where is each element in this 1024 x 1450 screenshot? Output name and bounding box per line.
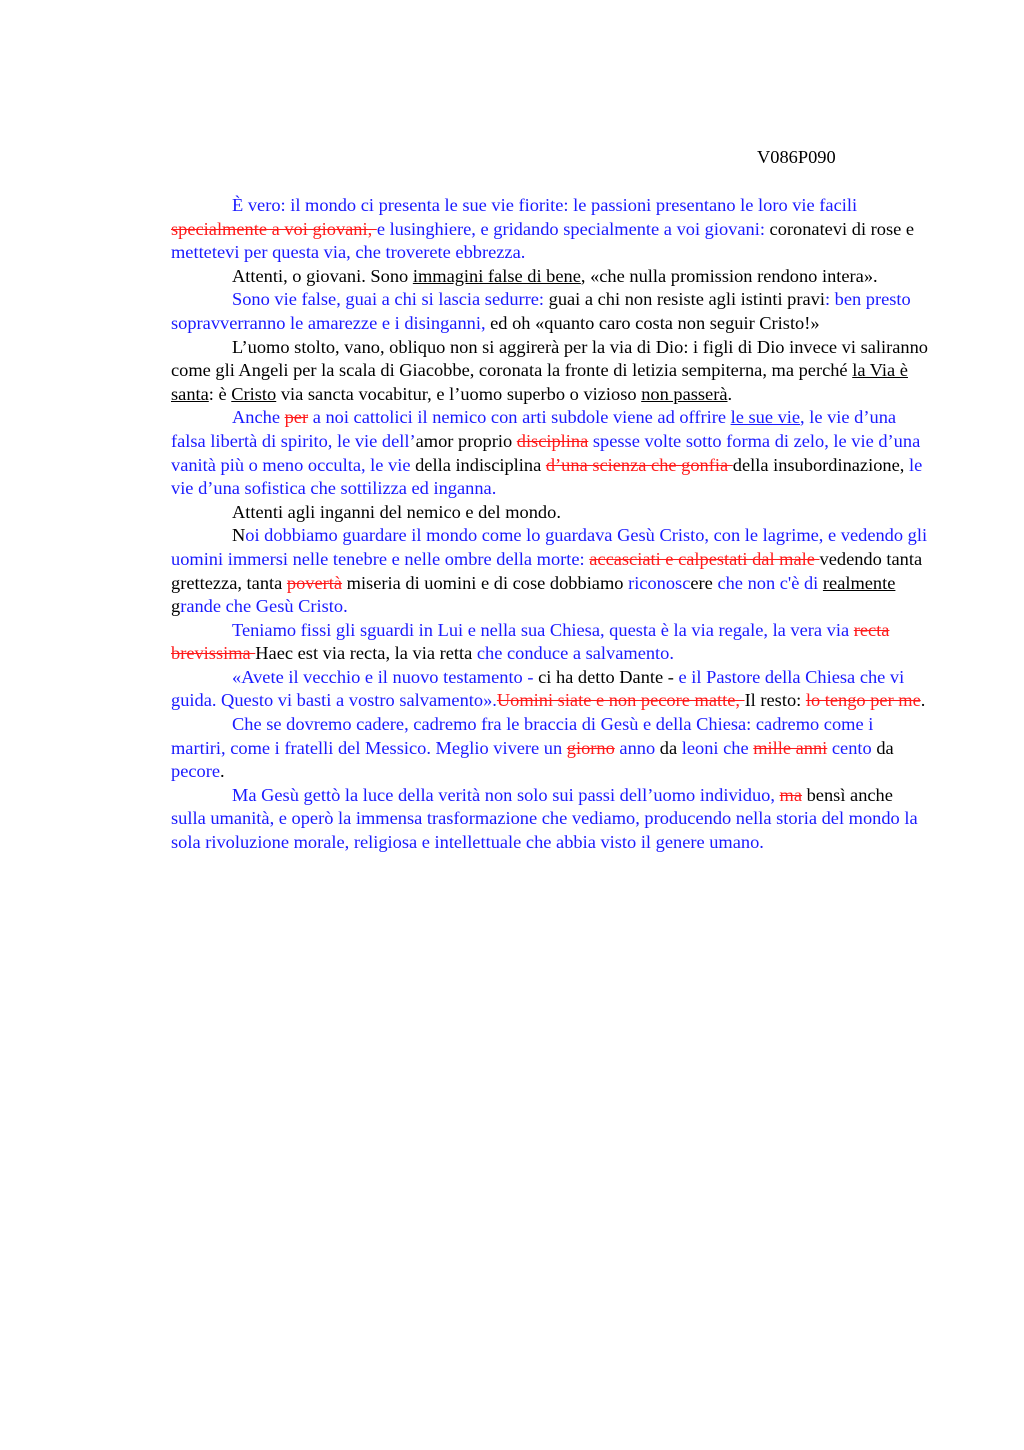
revised-text: Che se dovremo cadere, cadremo fra le braccia di Gesù e della Chiesa: cadremo come i martiri, come i fratelli del Messico. Meglio vivere un xyxy=(171,714,874,758)
underlined-text: non passerà xyxy=(641,383,728,404)
revised-text: : ben presto sopravverranno le amarezze e i disinganni, xyxy=(171,289,911,333)
deleted-text: Uomini siate e non pecore matte, xyxy=(496,690,745,711)
paragraph xyxy=(171,524,931,618)
revised-text: a noi cattolici il nemico con arti subdole viene ad offrire xyxy=(308,407,731,428)
underlined-text: Cristo xyxy=(231,383,277,404)
paragraph xyxy=(171,265,931,289)
revised-text: Ma Gesù gettò la luce della verità non solo sui passi dell’uomo individuo, xyxy=(232,784,780,805)
text-run: . xyxy=(920,690,926,711)
text-run: via sancta vocabitur, e l’uomo superbo o vizioso xyxy=(276,383,642,404)
paragraph xyxy=(171,194,931,265)
paragraph xyxy=(171,406,931,500)
text-run: N xyxy=(232,525,246,546)
text-run: Il resto: xyxy=(744,690,806,711)
page-code: V086P090 xyxy=(757,147,836,167)
revised-text: «Avete il vecchio e il nuovo testamento - xyxy=(232,666,539,687)
text-run: : è xyxy=(208,383,232,404)
text-run: Attenti agli inganni del nemico e del mondo. xyxy=(232,501,561,522)
deleted-text: disciplina xyxy=(516,430,589,451)
text-run: , «che nulla promission rendono intera». xyxy=(580,265,878,286)
text-run: miseria di uomini e di cose dobbiamo xyxy=(342,572,629,593)
text-run: L’uomo stolto, vano, obliquo non si aggirerà per la via di Dio: i figli di Dio invece vi saliranno come gli Angeli per la scala di Giacobbe, coronata la fronte di letizia sempiterna, ma perché xyxy=(171,336,928,381)
revised-text: Anche xyxy=(232,407,285,428)
revised-text: mettetevi per questa via, che troverete ebbrezza. xyxy=(171,242,526,263)
underlined-text: la Via è santa xyxy=(171,360,908,404)
deleted-text: povertà xyxy=(286,572,343,593)
text-run: coronatevi di rose e xyxy=(764,218,915,239)
text-run: ci ha detto Dante - xyxy=(538,666,679,687)
text-run: Haec est via recta, la via retta xyxy=(255,643,477,664)
document-body xyxy=(171,194,931,855)
deleted-text: d’una scienza che gonfia xyxy=(545,454,733,475)
text-run: da xyxy=(876,737,894,758)
revised-text: , le vie d’una falsa libertà di spirito, le vie dell’ xyxy=(171,407,897,451)
revised-text: cento xyxy=(827,737,877,758)
revised-text: riconosc xyxy=(628,572,691,593)
text-run: da xyxy=(659,737,682,758)
text-run: vedendo tanta grettezza, tanta xyxy=(171,548,923,593)
deleted-text: accasciati e calpestati dal male xyxy=(589,548,820,569)
revised-text: che conduce a salvamento. xyxy=(476,643,674,664)
paragraph xyxy=(171,501,931,525)
revised-text: sulla umanità, e operò la immensa trasformazione che vediamo, producendo nella storia del mondo la sola rivoluzione morale, religiosa e intellettuale che abbia visto il genere umano. xyxy=(171,808,918,853)
text-run: bensì anche xyxy=(802,784,893,805)
revised-text: oi dobbiamo guardare il mondo come lo guardava Gesù Cristo, con le lagrime, e vedendo gli uomini immersi nelle tenebre e nelle ombre della morte: xyxy=(171,525,928,569)
text-run: della insubordinazione, xyxy=(732,454,909,475)
paragraph xyxy=(171,288,931,335)
revised-text: che non c'è di xyxy=(717,572,823,593)
text-run: . xyxy=(727,383,733,404)
text-run: della indisciplina xyxy=(410,454,546,475)
revised-text: Teniamo fissi gli sguardi in Lui e nella sua Chiesa, questa è la via regale, la vera via xyxy=(232,619,854,640)
deleted-text: mille anni xyxy=(753,737,828,758)
revised-text: e lusinghiere, e gridando specialmente a voi giovani: xyxy=(376,218,765,239)
deleted-text: giorno xyxy=(566,737,615,758)
text-run: . xyxy=(220,761,225,782)
revised-text: Sono vie false, guai a chi si lascia sedurre: xyxy=(232,289,545,310)
paragraph xyxy=(171,666,931,713)
revised-text: rande che Gesù Cristo. xyxy=(180,596,348,617)
deleted-text: per xyxy=(284,407,309,428)
revised-text: e il Pastore della Chiesa che vi guida. Questo vi basti a vostro salvamento». xyxy=(171,666,905,711)
paragraph xyxy=(171,713,931,784)
revised-text: spesse volte sotto forma di zelo, le vie d’una vanità più o meno occulta, le vie xyxy=(171,430,921,475)
paragraph xyxy=(171,619,931,666)
text-run: guai a chi non resiste agli istinti pravi xyxy=(544,289,825,310)
revised-text: leoni che xyxy=(681,737,754,758)
deleted-text: lo tengo per me xyxy=(805,690,921,711)
paragraph xyxy=(171,784,931,855)
text-run: amor proprio xyxy=(415,430,517,451)
underlined-text: immagini false di bene xyxy=(412,265,581,286)
underlined-text: realmente g xyxy=(171,572,896,617)
deleted-text: specialmente a voi giovani, xyxy=(171,218,377,239)
text-run: Attenti, o giovani. Sono xyxy=(232,265,413,286)
paragraph xyxy=(171,336,931,407)
revised-text: È vero: il mondo ci presenta le sue vie fiorite: le passioni presentano le loro vie facili xyxy=(232,195,858,215)
text-run: ed oh «quanto caro costa non seguir Cristo!» xyxy=(485,312,820,333)
revised-text: pecore xyxy=(171,761,221,782)
revised-text: le vie d’una sofistica che sottilizza ed inganna. xyxy=(171,454,923,499)
deleted-text: recta brevissima xyxy=(171,619,890,664)
underlined-text: le sue vie xyxy=(730,407,801,428)
text-run: ere xyxy=(690,572,718,593)
deleted-text: ma xyxy=(779,784,803,805)
revised-text: anno xyxy=(614,737,660,758)
